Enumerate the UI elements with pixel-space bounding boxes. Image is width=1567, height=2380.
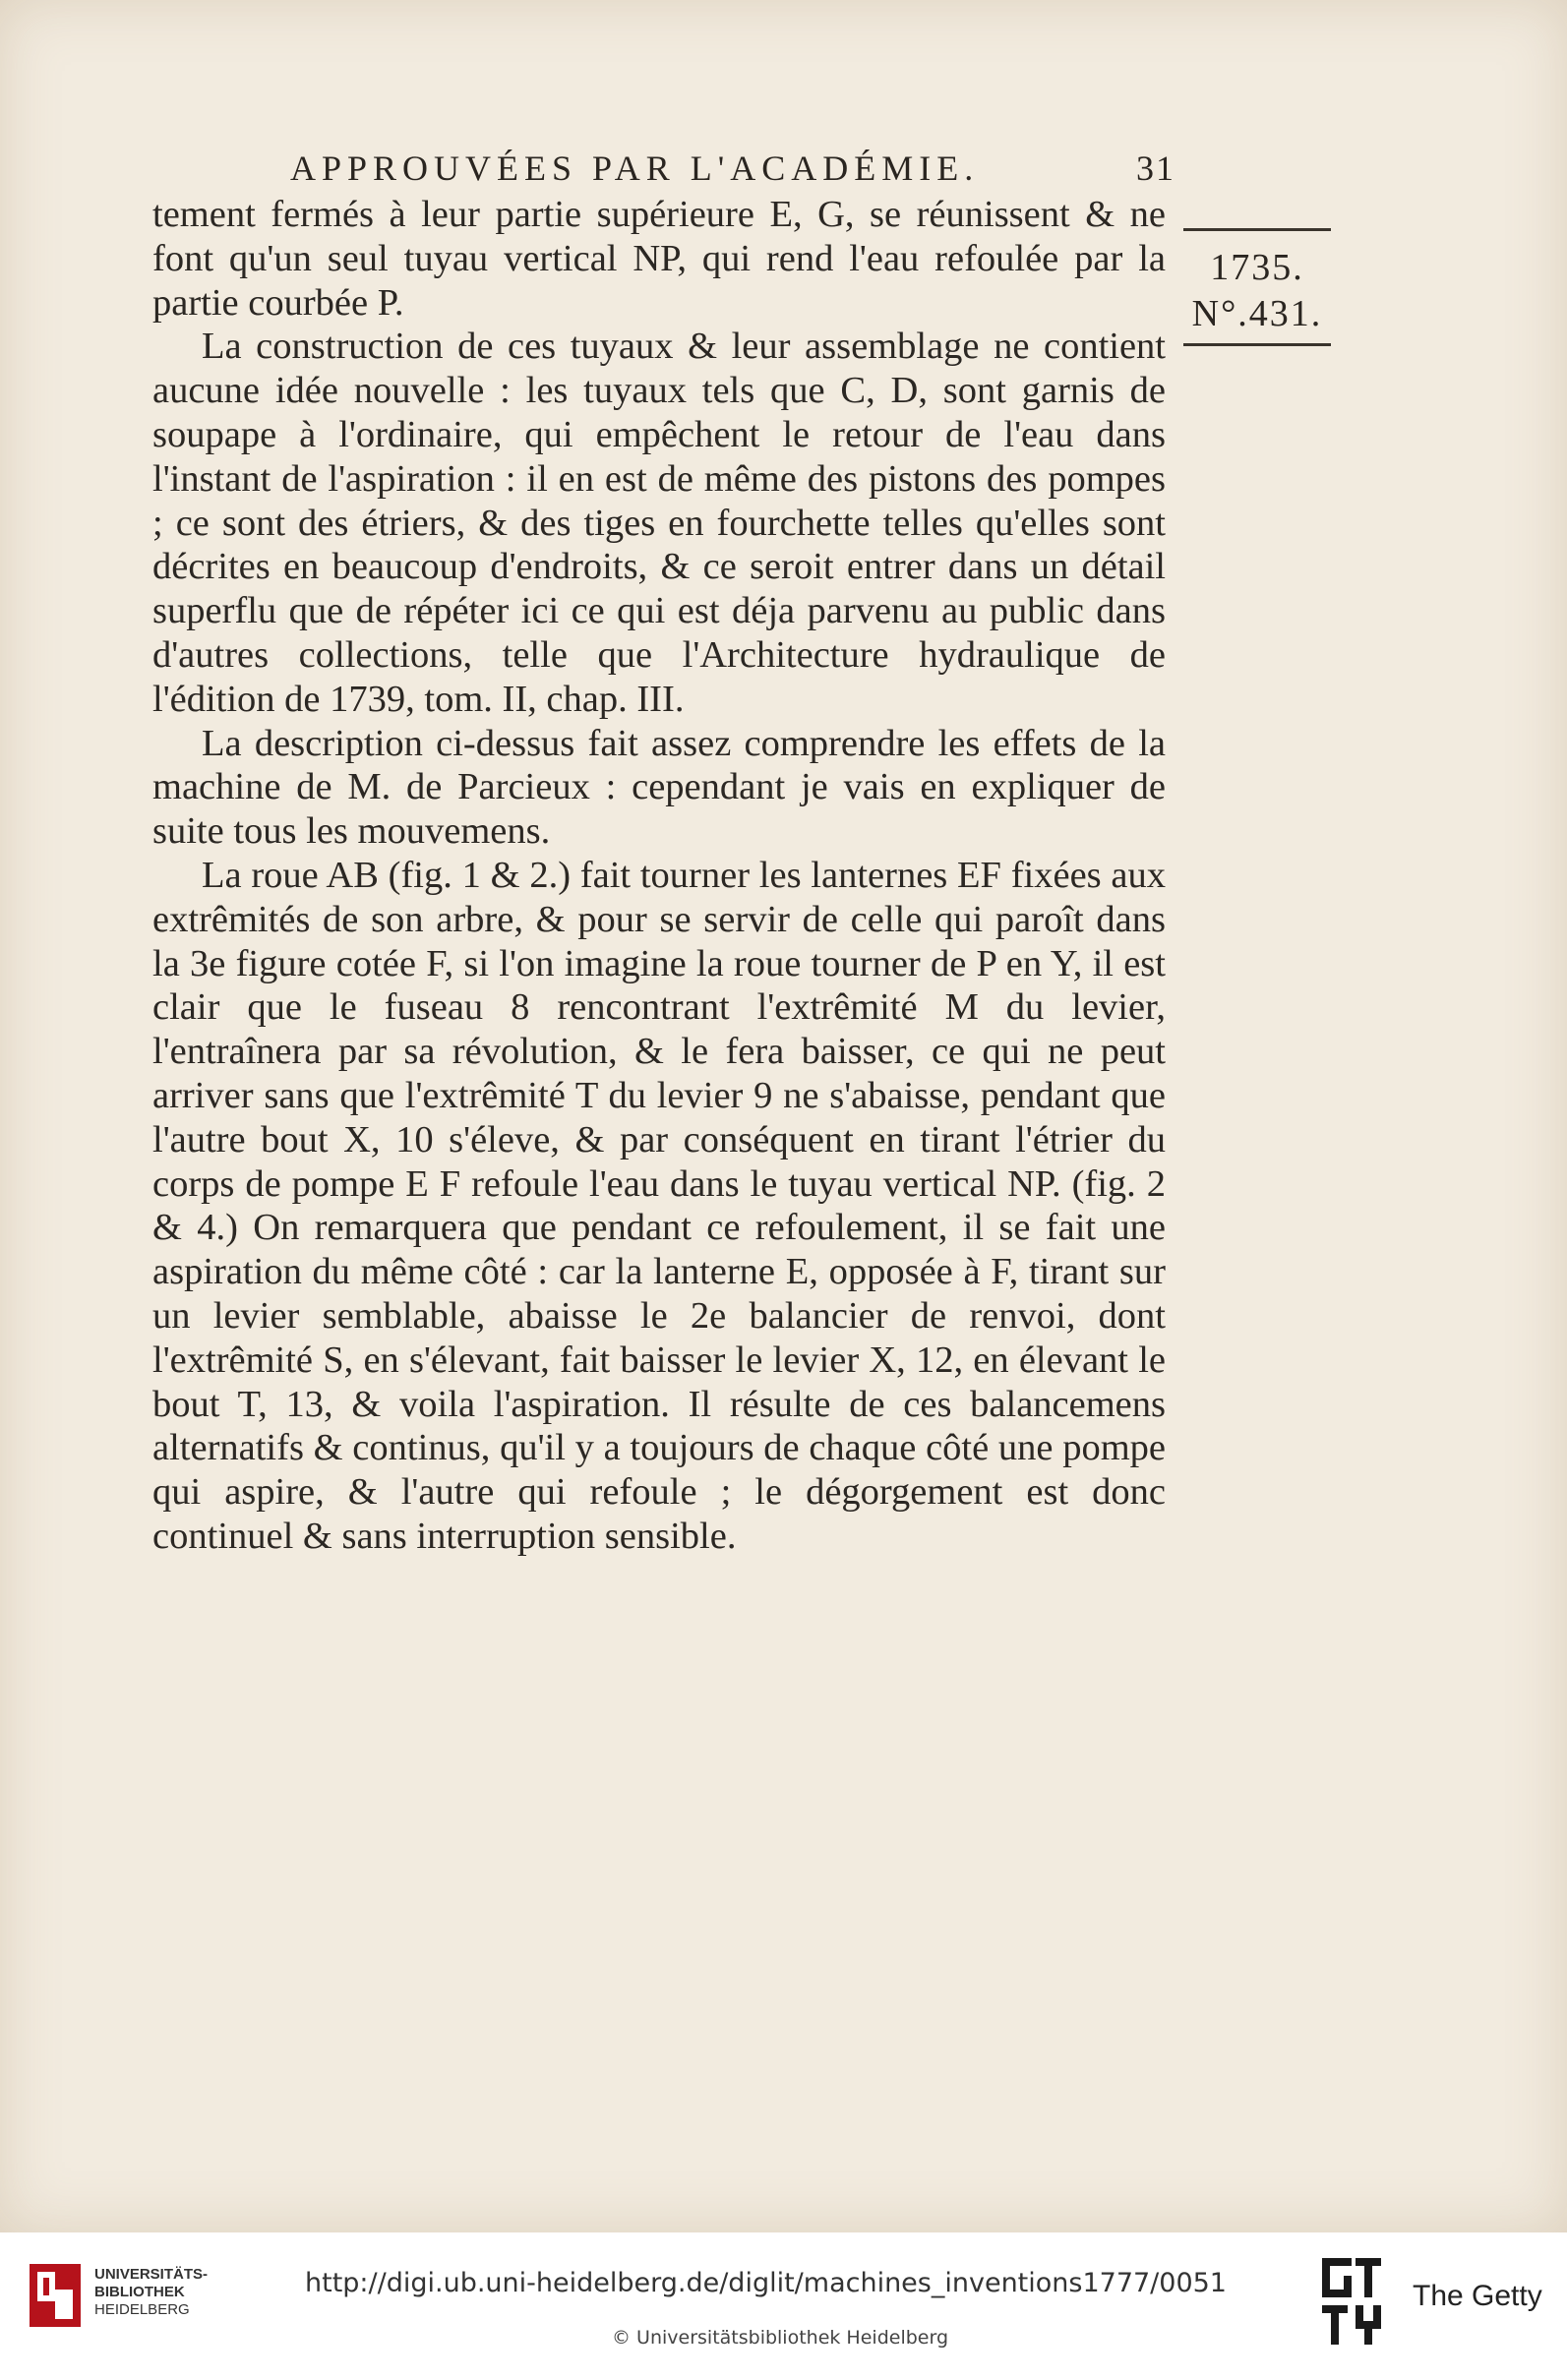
library-line-3: HEIDELBERG	[94, 2301, 190, 2318]
getty-logo-icon	[1318, 2252, 1385, 2350]
header-title: APPROUVÉES PAR L'ACADÉMIE.	[290, 149, 980, 188]
margin-rule-top	[1183, 228, 1331, 231]
getty-name: The Getty	[1413, 2280, 1542, 2312]
margin-year: 1735.	[1210, 247, 1304, 288]
paragraph-2: La construction de ces tuyaux & leur assemblage ne contient aucune idée nouvelle : les tuyaux tels que C, D, sont garnis de soupape à l'ordinaire, qui empêchent le retour de l'eau dans l'instant de l'aspiration : il en est de même des pistons des pompes ; ce sont des étriers, & des tiges en fourchette telles qu'elles sont décrites en beaucoup d'endroits, & ce seroit entrer dans un détail superflu que de répéter ici ce qui est déja parvenu au public dans d'autres collections, telle que l'Architecture hydraulique de l'édition de 1739, tom. II, chap. III.	[152, 326, 1166, 720]
body-text	[152, 193, 1166, 1559]
paragraph-4: La roue AB (fig. 1 & 2.) fait tourner les lanternes EF fixées aux extrêmités de son arbre, & pour se servir de celle qui paroît dans la 3e figure cotée F, si l'on imagine la roue tourner de P en Y, il est clair que le fuseau 8 rencontrant l'extrêmité M du levier, l'entraînera par sa révolution, & le fera baisser, ce qui ne peut arriver sans que l'extrêmité T du levier 9 ne s'abaisse, pendant que l'autre bout X, 10 s'éleve, & par conséquent en tirant l'étrier du corps de pompe E F refoule l'eau dans le tuyau vertical NP. (fig. 2 & 4.) On remarquera que pendant ce refoulement, il se fait une aspiration du même côté : car la lanterne E, opposée à F, tirant sur un levier semblable, abaisse le 2e balancier de renvoi, dont l'extrêmité S, en s'élevant, fait baisser le levier X, 12, en élevant le bout T, 13, & voila l'aspiration. Il résulte de ces balancemens alternatifs & continus, qu'il y a toujours de chaque côté une pompe qui aspire, & l'autre qui refoule ; le dégorgement est donc continuel & sans interruption sensible.	[152, 854, 1166, 1557]
library-line-2: BIBLIOTHEK	[94, 2284, 185, 2300]
library-line-1: UNIVERSITÄTS-	[94, 2266, 209, 2283]
viewer-footer	[0, 2232, 1567, 2380]
copyright-notice: © Universitätsbibliothek Heidelberg	[612, 2327, 949, 2349]
permalink-url[interactable]: http://digi.ub.uni-heidelberg.de/diglit/machines_inventions1777/0051	[305, 2268, 1227, 2298]
paragraph-1: tement fermés à leur partie supérieure E, G, se réunissent & ne font qu'un seul tuyau vertical NP, qui rend l'eau refoulée par la partie courbée P.	[152, 194, 1166, 324]
running-header	[290, 148, 1175, 193]
university-library-name	[94, 2266, 208, 2319]
margin-rule-bottom	[1183, 343, 1331, 346]
page-number: 31	[1136, 149, 1175, 188]
margin-note	[1178, 228, 1336, 346]
paragraph-3: La description ci-dessus fait assez comprendre les effets de la machine de M. de Parcieux : cependant je vais en expliquer de suite tous les mouvemens.	[152, 722, 1166, 853]
university-library-logo-icon	[30, 2264, 81, 2327]
margin-number: N°.431.	[1191, 293, 1323, 334]
